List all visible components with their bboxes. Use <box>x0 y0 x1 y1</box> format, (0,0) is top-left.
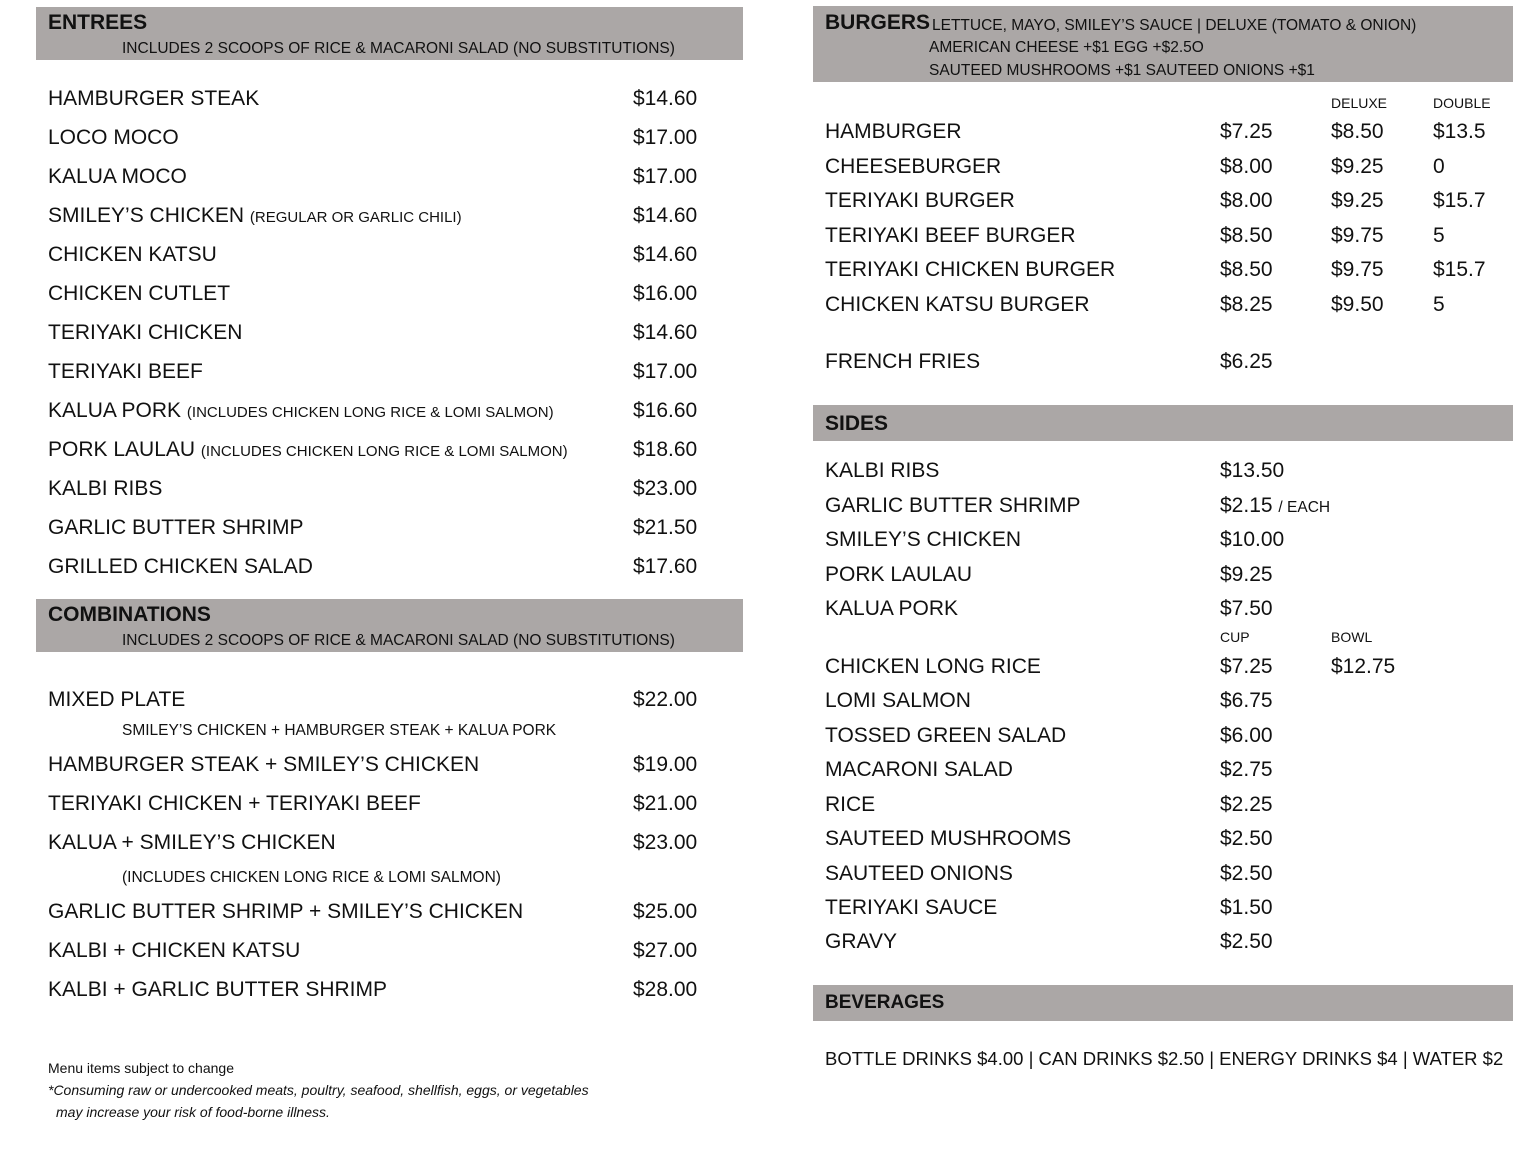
entree-item <box>48 282 230 306</box>
combo-price: $19.00 <box>633 753 698 776</box>
burger-name: TERIYAKI BURGER <box>825 189 1015 212</box>
sides-title: SIDES <box>825 412 889 435</box>
side-bowl-price: $12.75 <box>1331 655 1396 678</box>
fries-name: FRENCH FRIES <box>825 350 981 373</box>
burger-deluxe-price: $9.75 <box>1331 224 1384 247</box>
entree-note: (REGULAR OR GARLIC CHILI) <box>249 209 462 226</box>
burger-name: TERIYAKI CHICKEN BURGER <box>825 258 1116 281</box>
entree-name: GRILLED CHICKEN SALAD <box>48 555 313 578</box>
burger-double-price: $15.7 <box>1433 258 1486 281</box>
side-price: $10.00 <box>1220 528 1285 551</box>
entree-item <box>48 555 313 579</box>
burger-double-price: 0 <box>1433 155 1445 178</box>
side-price: $9.25 <box>1220 563 1273 586</box>
side-name: SAUTEED MUSHROOMS <box>825 827 1072 850</box>
combo-name: GARLIC BUTTER SHRIMP + SMILEY’S CHICKEN <box>48 900 524 923</box>
entree-item <box>48 87 259 111</box>
burgers-options-line3: SAUTEED MUSHROOMS +$1 SAUTEED ONIONS +$1 <box>929 62 1315 79</box>
combinations-subtitle: INCLUDES 2 SCOOPS OF RICE & MACARONI SALAD (NO SUBSTITUTIONS) <box>122 632 675 649</box>
side-price-value: $2.15 <box>1220 494 1273 517</box>
side-price <box>1220 494 1330 518</box>
burger-name: CHICKEN KATSU BURGER <box>825 293 1090 316</box>
combo-price: $23.00 <box>633 831 698 854</box>
side-name: MACARONI SALAD <box>825 758 1013 781</box>
side-name: GRAVY <box>825 930 897 953</box>
side-name: LOMI SALMON <box>825 689 971 712</box>
side-price: $7.50 <box>1220 597 1273 620</box>
combo-name: MIXED PLATE <box>48 688 186 711</box>
burger-price: $8.50 <box>1220 224 1273 247</box>
combo-price: $27.00 <box>633 939 698 962</box>
burger-deluxe-price: $9.25 <box>1331 189 1384 212</box>
entree-price: $17.60 <box>633 555 698 578</box>
entree-price: $14.60 <box>633 321 698 344</box>
entree-price: $23.00 <box>633 477 698 500</box>
entree-name: PORK LAULAU <box>48 438 196 461</box>
combo-name: KALUA + SMILEY’S CHICKEN <box>48 831 336 854</box>
burger-name: CHEESEBURGER <box>825 155 1002 178</box>
footer-warning-line2: may increase your risk of food-borne illness. <box>56 1104 330 1120</box>
combo-name: HAMBURGER STEAK + SMILEY’S CHICKEN <box>48 753 480 776</box>
side-name: GARLIC BUTTER SHRIMP <box>825 494 1081 517</box>
burger-double-price: $15.7 <box>1433 189 1486 212</box>
combo-price: $25.00 <box>633 900 698 923</box>
entrees-subtitle: INCLUDES 2 SCOOPS OF RICE & MACARONI SALAD (NO SUBSTITUTIONS) <box>122 40 675 57</box>
side-price: $2.25 <box>1220 793 1273 816</box>
entree-item <box>48 516 304 540</box>
entree-price: $17.00 <box>633 165 698 188</box>
entree-name: KALUA MOCO <box>48 165 187 188</box>
burger-deluxe-price: $8.50 <box>1331 120 1384 143</box>
entree-item <box>48 204 462 228</box>
burgers-col-deluxe: DELUXE <box>1331 95 1388 111</box>
entree-name: SMILEY’S CHICKEN <box>48 204 245 227</box>
burger-deluxe-price: $9.50 <box>1331 293 1384 316</box>
burger-price: $8.00 <box>1220 155 1273 178</box>
burgers-col-double: DOUBLE <box>1433 95 1491 111</box>
side-price: $1.50 <box>1220 896 1273 919</box>
side-name: KALBI RIBS <box>825 459 940 482</box>
entree-item <box>48 126 179 150</box>
entree-price: $16.00 <box>633 282 698 305</box>
entree-name: KALUA PORK <box>48 399 182 422</box>
entree-price: $17.00 <box>633 126 698 149</box>
combo-name: KALBI + GARLIC BUTTER SHRIMP <box>48 978 387 1001</box>
entree-price: $14.60 <box>633 243 698 266</box>
side-price: $2.50 <box>1220 862 1273 885</box>
burger-deluxe-price: $9.25 <box>1331 155 1384 178</box>
burger-name: TERIYAKI BEEF BURGER <box>825 224 1076 247</box>
combo-detail: SMILEY’S CHICKEN + HAMBURGER STEAK + KALUA PORK <box>122 722 557 739</box>
side-name: TERIYAKI SAUCE <box>825 896 998 919</box>
side-price: $6.75 <box>1220 689 1273 712</box>
combinations-title: COMBINATIONS <box>48 603 211 626</box>
combo-name: TERIYAKI CHICKEN + TERIYAKI BEEF <box>48 792 421 815</box>
side-price: $2.75 <box>1220 758 1273 781</box>
burgers-options-line1: LETTUCE, MAYO, SMILEY’S SAUCE | DELUXE (TOMATO & ONION) <box>932 17 1417 34</box>
entree-name: KALBI RIBS <box>48 477 163 500</box>
entree-item <box>48 321 242 345</box>
combo-name: KALBI + CHICKEN KATSU <box>48 939 301 962</box>
sides-col-cup: CUP <box>1220 629 1250 645</box>
beverages-line: BOTTLE DRINKS $4.00 | CAN DRINKS $2.50 | ENERGY DRINKS $4 | WATER $2 <box>825 1048 1504 1069</box>
sides-header-band <box>813 405 1513 441</box>
side-name: SMILEY’S CHICKEN <box>825 528 1022 551</box>
side-price: $13.50 <box>1220 459 1285 482</box>
entree-name: GARLIC BUTTER SHRIMP <box>48 516 304 539</box>
burger-price: $7.25 <box>1220 120 1273 143</box>
side-name: SAUTEED ONIONS <box>825 862 1013 885</box>
entree-item <box>48 165 187 189</box>
burgers-options-line2: AMERICAN CHEESE +$1 EGG +$2.5O <box>929 39 1204 56</box>
burger-name: HAMBURGER <box>825 120 962 143</box>
footer-warning-line1: *Consuming raw or undercooked meats, poultry, seafood, shellfish, eggs, or vegetables <box>48 1082 589 1098</box>
burger-price: $8.25 <box>1220 293 1273 316</box>
entree-note: (INCLUDES CHICKEN LONG RICE & LOMI SALMON) <box>200 443 568 460</box>
side-name: TOSSED GREEN SALAD <box>825 724 1067 747</box>
entree-price: $21.50 <box>633 516 698 539</box>
combo-price: $21.00 <box>633 792 698 815</box>
entree-item <box>48 243 217 267</box>
side-price: $2.50 <box>1220 827 1273 850</box>
combo-price: $22.00 <box>633 688 698 711</box>
side-name: RICE <box>825 793 876 816</box>
burger-double-price: 5 <box>1433 224 1445 247</box>
side-price: $2.50 <box>1220 930 1273 953</box>
entrees-title: ENTREES <box>48 11 148 34</box>
combo-detail: (INCLUDES CHICKEN LONG RICE & LOMI SALMON) <box>122 869 501 886</box>
burger-price: $8.50 <box>1220 258 1273 281</box>
entree-name: CHICKEN CUTLET <box>48 282 231 305</box>
entree-item <box>48 399 554 423</box>
side-price: $6.00 <box>1220 724 1273 747</box>
entree-price: $16.60 <box>633 399 698 422</box>
side-price: $7.25 <box>1220 655 1273 678</box>
entree-price: $14.60 <box>633 204 698 227</box>
side-name: CHICKEN LONG RICE <box>825 655 1041 678</box>
entree-price: $14.60 <box>633 87 698 110</box>
side-name: PORK LAULAU <box>825 563 973 586</box>
fries-price: $6.25 <box>1220 350 1273 373</box>
entree-name: LOCO MOCO <box>48 126 179 149</box>
burger-double-price: $13.5 <box>1433 120 1486 143</box>
entree-name: CHICKEN KATSU <box>48 243 217 266</box>
entree-name: TERIYAKI BEEF <box>48 360 203 383</box>
entree-item <box>48 477 162 501</box>
entree-item <box>48 360 203 384</box>
entree-item <box>48 438 568 462</box>
entree-name: TERIYAKI CHICKEN <box>48 321 243 344</box>
combo-price: $28.00 <box>633 978 698 1001</box>
entree-note: (INCLUDES CHICKEN LONG RICE & LOMI SALMON) <box>186 404 554 421</box>
entree-price: $18.60 <box>633 438 698 461</box>
burgers-title: BURGERS <box>825 11 931 34</box>
burger-double-price: 5 <box>1433 293 1445 316</box>
entree-price: $17.00 <box>633 360 698 383</box>
sides-col-bowl: BOWL <box>1331 629 1373 645</box>
footer-change-note: Menu items subject to change <box>48 1060 234 1076</box>
side-price-suffix: / EACH <box>1278 499 1331 516</box>
burger-price: $8.00 <box>1220 189 1273 212</box>
side-name: KALUA PORK <box>825 597 959 620</box>
beverages-title: BEVERAGES <box>825 992 945 1013</box>
entree-name: HAMBURGER STEAK <box>48 87 260 110</box>
burger-deluxe-price: $9.75 <box>1331 258 1384 281</box>
